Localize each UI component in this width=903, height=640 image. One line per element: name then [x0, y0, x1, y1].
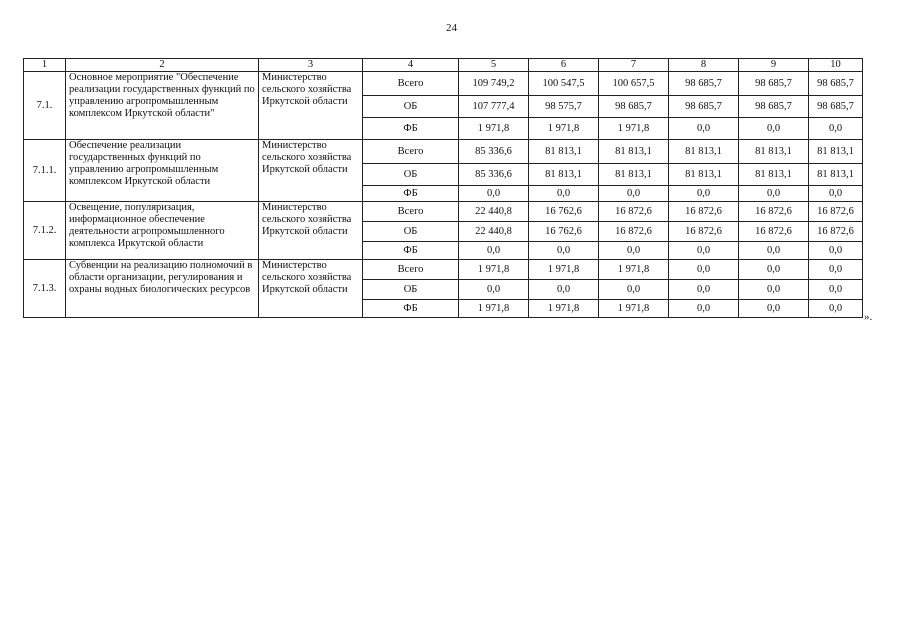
amount-cell: 1 971,8 [459, 300, 529, 318]
amount-cell: 98 685,7 [739, 72, 809, 96]
column-header: 7 [599, 59, 669, 72]
column-number-row [24, 59, 863, 72]
amount-cell: 16 872,6 [669, 202, 739, 222]
funding-source: ОБ [363, 222, 459, 242]
amount-cell: 0,0 [529, 186, 599, 202]
row-code: 7.1.1. [24, 140, 66, 202]
amount-cell: 16 872,6 [809, 222, 863, 242]
amount-cell: 81 813,1 [529, 140, 599, 164]
amount-cell: 98 685,7 [669, 96, 739, 118]
amount-cell: 16 872,6 [809, 202, 863, 222]
amount-cell: 109 749,2 [459, 72, 529, 96]
table-body [24, 72, 863, 318]
table-row [24, 202, 863, 222]
measure-name: Субвенции на реализацию полномочий в области организации, регулирования и охраны водных биологических ресурсов [66, 260, 259, 318]
measure-name: Обеспечение реализации государственных функций по управлению агропромышленным комплексом Иркутской области [66, 140, 259, 202]
amount-cell: 0,0 [739, 242, 809, 260]
amount-cell: 1 971,8 [599, 300, 669, 318]
amount-cell: 0,0 [809, 300, 863, 318]
amount-cell: 85 336,6 [459, 140, 529, 164]
measure-name: Освещение, популяризация, информационное обеспечение деятельности агропромышленного комплекса Иркутской области [66, 202, 259, 260]
responsible-ministry: Министерство сельского хозяйства Иркутской области [259, 260, 363, 318]
amount-cell: 0,0 [669, 118, 739, 140]
amount-cell: 0,0 [739, 118, 809, 140]
amount-cell: 0,0 [669, 186, 739, 202]
column-header: 6 [529, 59, 599, 72]
funding-source: ФБ [363, 186, 459, 202]
column-header: 10 [809, 59, 863, 72]
amount-cell: 1 971,8 [599, 118, 669, 140]
funding-source: ФБ [363, 242, 459, 260]
amount-cell: 100 657,5 [599, 72, 669, 96]
column-header: 4 [363, 59, 459, 72]
table-row [24, 140, 863, 164]
amount-cell: 0,0 [809, 260, 863, 280]
amount-cell: 0,0 [599, 280, 669, 300]
amount-cell: 98 685,7 [599, 96, 669, 118]
amount-cell: 16 762,6 [529, 202, 599, 222]
funding-source: Всего [363, 72, 459, 96]
amount-cell: 0,0 [669, 242, 739, 260]
column-header: 5 [459, 59, 529, 72]
amount-cell: 22 440,8 [459, 202, 529, 222]
page-number: 24 [446, 22, 457, 34]
table-row [24, 72, 863, 96]
amount-cell: 0,0 [599, 242, 669, 260]
amount-cell: 81 813,1 [529, 164, 599, 186]
column-header: 3 [259, 59, 363, 72]
amount-cell: 81 813,1 [809, 164, 863, 186]
amount-cell: 0,0 [809, 242, 863, 260]
amount-cell: 100 547,5 [529, 72, 599, 96]
column-header: 9 [739, 59, 809, 72]
amount-cell: 0,0 [459, 242, 529, 260]
amount-cell: 0,0 [669, 260, 739, 280]
amount-cell: 1 971,8 [529, 260, 599, 280]
row-code: 7.1.2. [24, 202, 66, 260]
amount-cell: 98 575,7 [529, 96, 599, 118]
amount-cell: 1 971,8 [599, 260, 669, 280]
amount-cell: 0,0 [739, 260, 809, 280]
closing-quote-mark: ». [864, 311, 873, 323]
budget-table [23, 58, 863, 318]
amount-cell: 16 872,6 [669, 222, 739, 242]
amount-cell: 0,0 [669, 300, 739, 318]
amount-cell: 81 813,1 [739, 164, 809, 186]
responsible-ministry: Министерство сельского хозяйства Иркутской области [259, 140, 363, 202]
row-code: 7.1.3. [24, 260, 66, 318]
column-header: 2 [66, 59, 259, 72]
amount-cell: 0,0 [459, 186, 529, 202]
amount-cell: 0,0 [599, 186, 669, 202]
funding-source: Всего [363, 202, 459, 222]
amount-cell: 0,0 [669, 280, 739, 300]
amount-cell: 0,0 [529, 242, 599, 260]
amount-cell: 16 872,6 [599, 222, 669, 242]
amount-cell: 85 336,6 [459, 164, 529, 186]
amount-cell: 0,0 [529, 280, 599, 300]
amount-cell: 0,0 [739, 300, 809, 318]
amount-cell: 16 872,6 [739, 222, 809, 242]
amount-cell: 1 971,8 [459, 118, 529, 140]
amount-cell: 1 971,8 [459, 260, 529, 280]
amount-cell: 81 813,1 [739, 140, 809, 164]
funding-source: ФБ [363, 300, 459, 318]
funding-source: ОБ [363, 164, 459, 186]
amount-cell: 1 971,8 [529, 300, 599, 318]
column-header: 8 [669, 59, 739, 72]
amount-cell: 0,0 [459, 280, 529, 300]
amount-cell: 81 813,1 [809, 140, 863, 164]
amount-cell: 16 872,6 [739, 202, 809, 222]
amount-cell: 98 685,7 [809, 72, 863, 96]
funding-source: ОБ [363, 280, 459, 300]
column-header: 1 [24, 59, 66, 72]
amount-cell: 98 685,7 [669, 72, 739, 96]
amount-cell: 81 813,1 [669, 140, 739, 164]
amount-cell: 0,0 [809, 280, 863, 300]
amount-cell: 107 777,4 [459, 96, 529, 118]
amount-cell: 98 685,7 [739, 96, 809, 118]
amount-cell: 16 872,6 [599, 202, 669, 222]
amount-cell: 81 813,1 [669, 164, 739, 186]
amount-cell: 81 813,1 [599, 140, 669, 164]
responsible-ministry: Министерство сельского хозяйства Иркутской области [259, 72, 363, 140]
amount-cell: 0,0 [809, 118, 863, 140]
amount-cell: 81 813,1 [599, 164, 669, 186]
amount-cell: 0,0 [809, 186, 863, 202]
amount-cell: 0,0 [739, 280, 809, 300]
amount-cell: 16 762,6 [529, 222, 599, 242]
amount-cell: 0,0 [739, 186, 809, 202]
row-code: 7.1. [24, 72, 66, 140]
funding-source: Всего [363, 260, 459, 280]
funding-source: ФБ [363, 118, 459, 140]
amount-cell: 22 440,8 [459, 222, 529, 242]
amount-cell: 1 971,8 [529, 118, 599, 140]
responsible-ministry: Министерство сельского хозяйства Иркутской области [259, 202, 363, 260]
amount-cell: 98 685,7 [809, 96, 863, 118]
table-row [24, 260, 863, 280]
measure-name: Основное мероприятие "Обеспечение реализации государственных функций по управлению агропромышленным комплексом Иркутской области" [66, 72, 259, 140]
funding-source: ОБ [363, 96, 459, 118]
funding-source: Всего [363, 140, 459, 164]
